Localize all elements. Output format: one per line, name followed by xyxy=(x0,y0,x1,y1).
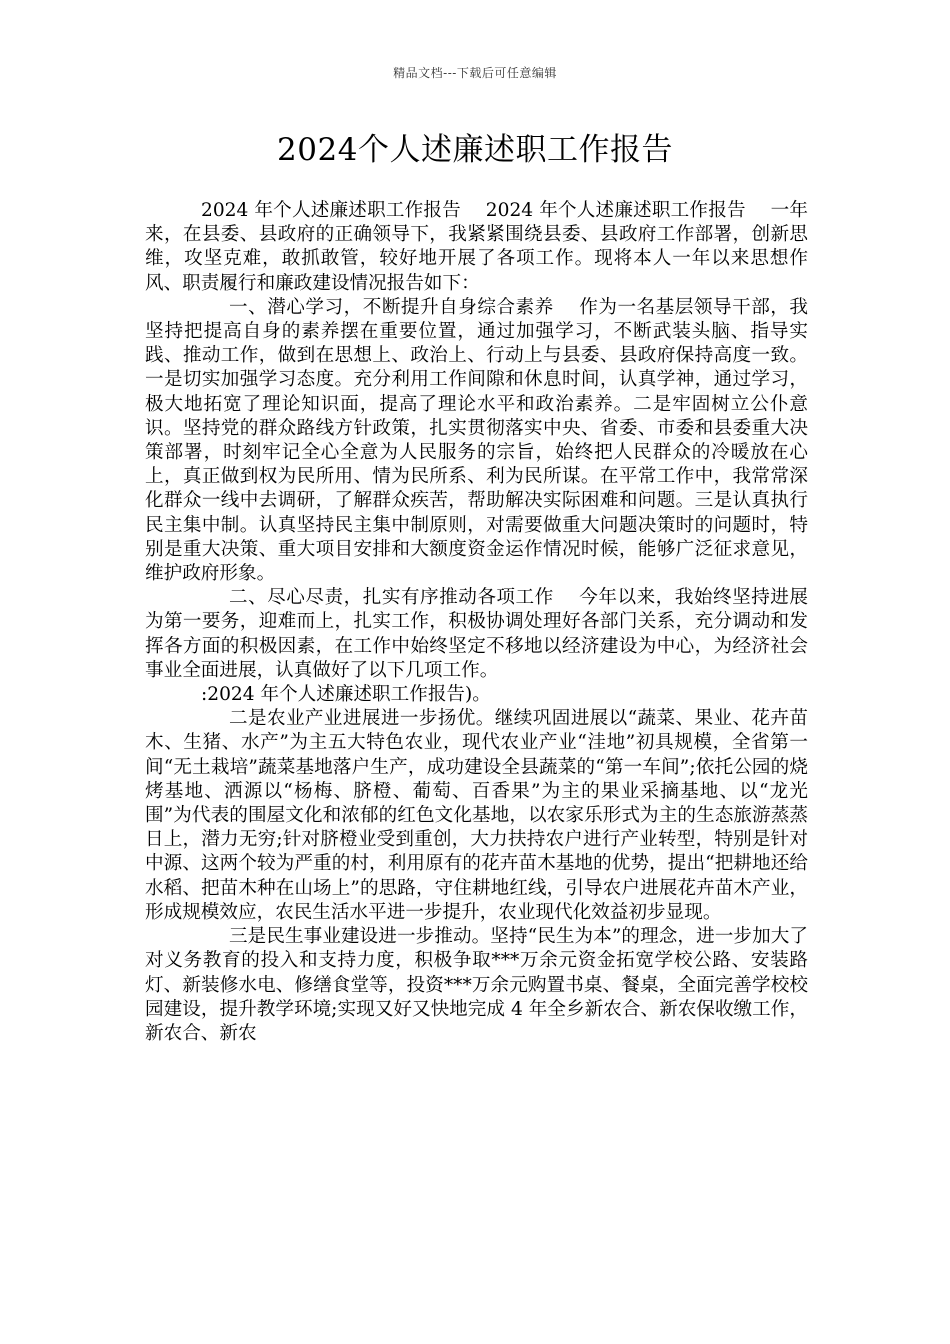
paragraph-section-2: 二、尽心尽责，扎实有序推动各项工作 今年以来，我始终坚持进展为第一要务，迎难而上，扎实工作，积极协调处理好各部门关系，充分调动和发挥各方面的积极因素，在工作中始终坚定不移地以经济建设为中心，为经济社会事业全面进展，认真做好了以下几项工作。 xyxy=(145,587,808,681)
paragraph-agriculture: 二是农业产业进展进一步扬优。继续巩固进展以“蔬菜、果业、花卉苗木、生猪、水产”为主五大特色农业，现代农业产业“洼地”初具规模，全省第一间“无土栽培”蔬菜基地落户生产，成功建设全县蔬菜的“第一车间”;依托公园的烧烤基地、洒源以“杨梅、脐橙、葡萄、百香果”为主的果业采摘基地、以“龙光围”为代表的围屋文化和浓郁的红色文化基地，以农家乐形式为主的生态旅游蒸蒸日上，潜力无穷;针对脐橙业受到重创，大力扶持农户进行产业转型，特别是针对中源、这两个较为严重的村，利用原有的花卉苗木基地的优势，提出“把耕地还给水稻、把苗木种在山场上”的思路，守住耕地红线，引导农户进展花卉苗木产业，形成规模效应，农民生活水平进一步提升，农业现代化效益初步显现。 xyxy=(145,708,808,923)
paragraph-section-1: 一、潜心学习，不断提升自身综合素养 作为一名基层领导干部，我坚持把提高自身的素养摆在重要位置，通过加强学习，不断武装头脑、指导实践、推动工作，做到在思想上、政治上、行动上与县委、县政府保持高度一致。一是切实加强学习态度。充分利用工作间隙和休息时间，认真学神，通过学习，极大地拓宽了理论知识面，提高了理论水平和政治素养。二是牢固树立公仆意识。坚持党的群众路线方针政策，扎实贯彻落实中央、省委、市委和县委重大决策部署，时刻牢记全心全意为人民服务的宗旨，始终把人民群众的冷暖放在心上，真正做到权为民所用、情为民所系、利为民所谋。在平常工作中，我常常深化群众一线中去调研，了解群众疾苦，帮助解决实际困难和问题。三是认真执行民主集中制。认真坚持民主集中制原则，对需要做重大问题决策时的问题时，特别是重大决策、重大项目安排和大额度资金运作情况时候，能够广泛征求意见，维护政府形象。 xyxy=(145,296,808,585)
header-note: 精品文档---下载后可任意编辑 xyxy=(393,66,557,80)
page-title: 2024个人述廉述职工作报告 xyxy=(277,132,673,168)
paragraph-note: :2024 年个人述廉述职工作报告)。 xyxy=(201,684,491,706)
paragraph-livelihood: 三是民生事业建设进一步推动。坚持“民生为本”的理念，进一步加大了对义务教育的投入和支持力度，积极争取***万余元资金拓宽学校公路、安装路灯、新装修水电、修缮食堂等，投资***万余元购置书桌、餐桌，全面完善学校校园建设，提升教学环境;实现又好又快地完成 4 年全乡新农合、新农保收缴工作，新农合、新农 xyxy=(145,926,808,1044)
document-body xyxy=(145,199,808,1046)
paragraph-intro: 2024 年个人述廉述职工作报告 2024 年个人述廉述职工作报告 一年来，在县委、县政府的正确领导下，我紧紧围绕县委、县政府工作部署，创新思维，攻坚克难，敢抓敢管，较好地开展了各项工作。现将本人一年以来思想作风、职责履行和廉政建设情况报告如下： xyxy=(145,200,808,294)
